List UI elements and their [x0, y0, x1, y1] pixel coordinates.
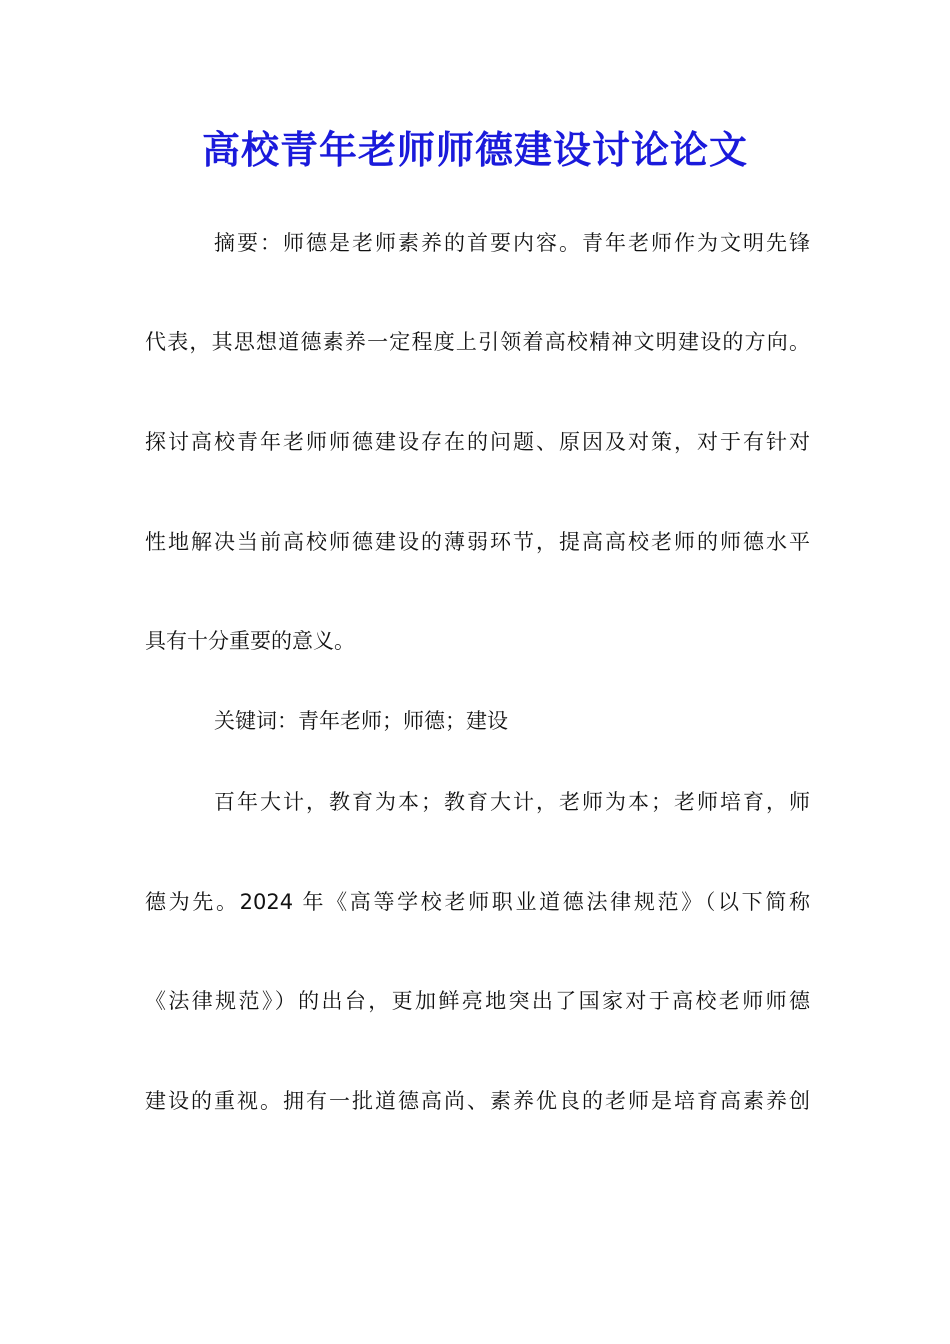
body-line-4: 建设的重视。拥有一批道德高尚、素养优良的老师是培育高素养创: [145, 1089, 810, 1113]
abstract-line-2: 代表，其思想道德素养一定程度上引领着高校精神文明建设的方向。: [145, 330, 810, 354]
abstract-line-5: 具有十分重要的意义。: [145, 629, 355, 653]
body-line-2: 德为先。2024 年《高等学校老师职业道德法律规范》（以下简称: [145, 890, 810, 914]
document-title: 高校青年老师师德建设讨论论文: [201, 127, 748, 172]
abstract-line-4: 性地解决当前高校师德建设的薄弱环节，提高高校老师的师德水平: [145, 530, 810, 554]
keywords-line: 关键词：青年老师；师德；建设: [214, 709, 508, 733]
abstract-line-3: 探讨高校青年老师师德建设存在的问题、原因及对策，对于有针对: [145, 430, 810, 454]
abstract-line-1: 摘要：师德是老师素养的首要内容。青年老师作为文明先锋: [214, 231, 810, 255]
body-line-3: 《法律规范》）的出台，更加鲜亮地突出了国家对于高校老师师德: [145, 989, 810, 1013]
body-line-1: 百年大计，教育为本；教育大计，老师为本；老师培育，师: [214, 790, 810, 814]
